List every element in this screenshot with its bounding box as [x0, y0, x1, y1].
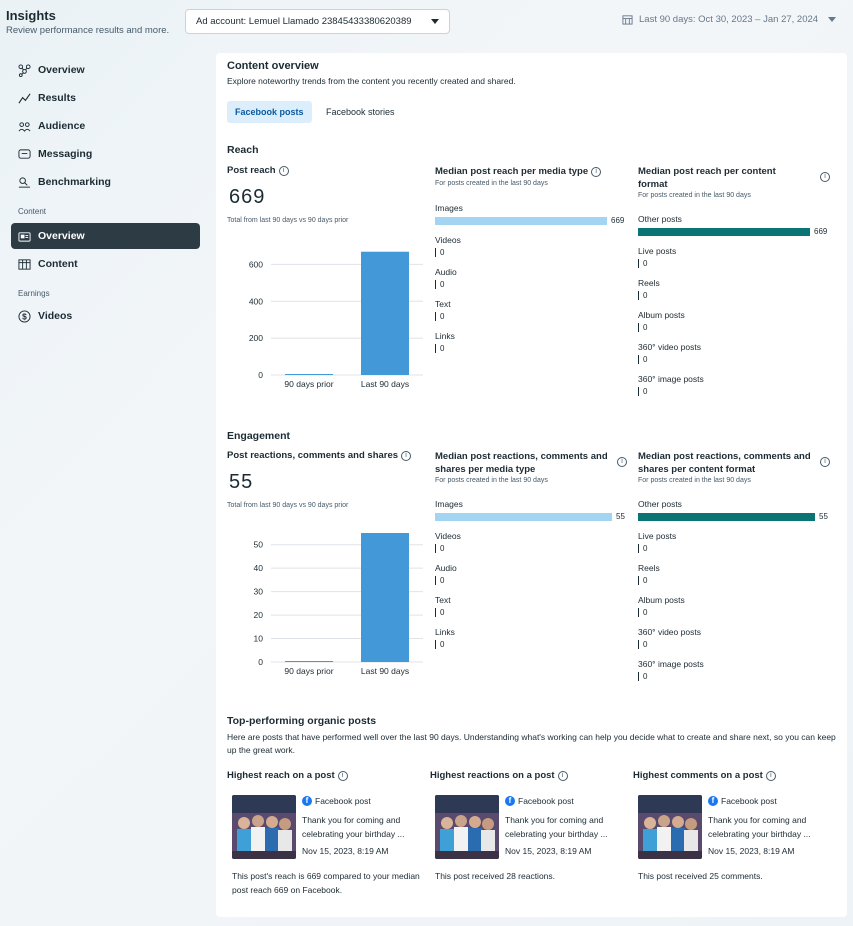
bar-zero-marker — [435, 248, 436, 257]
sidebar-item-label: Benchmarking — [38, 176, 111, 188]
y-tick-label: 600 — [248, 259, 263, 270]
post-date: Nov 15, 2023, 8:19 AM — [505, 846, 592, 856]
bar-fill[interactable] — [638, 513, 815, 521]
post-summary: This post received 28 reactions. — [435, 871, 556, 881]
date-range-label: Last 90 days: Oct 30, 2023 – Jan 27, 2024 — [639, 14, 819, 25]
bar-row-label: Links — [435, 627, 455, 637]
sidebar-item-videos[interactable] — [11, 303, 200, 329]
info-icon[interactable]: i — [401, 451, 411, 461]
tab-facebook-posts[interactable]: Facebook posts — [227, 101, 312, 123]
bar-row — [638, 246, 676, 268]
engagement-bar[interactable] — [285, 661, 333, 662]
bar-row — [435, 627, 455, 649]
date-range-picker[interactable] — [622, 14, 836, 25]
eng-media-title: Median post reactions, comments and shares per media type — [435, 451, 608, 475]
facebook-icon: f — [505, 796, 515, 806]
bar-zero-marker — [638, 640, 639, 649]
bar-value: 0 — [643, 672, 648, 681]
bar-row-label: Other posts — [638, 499, 682, 509]
facebook-icon: f — [708, 796, 718, 806]
engagement-section-title: Engagement — [227, 430, 291, 442]
post-card-heading-text: Highest comments on a post — [633, 770, 763, 781]
bar-zero-marker — [435, 280, 436, 289]
bar-row-label: Audio — [435, 563, 457, 573]
bar-value: 669 — [814, 227, 828, 236]
y-tick-label: 0 — [258, 370, 263, 380]
y-tick-label: 20 — [253, 610, 263, 621]
eng-format-subtitle: For posts created in the last 90 days — [638, 477, 751, 484]
post-date: Nov 15, 2023, 8:19 AM — [708, 846, 795, 856]
bar-row — [638, 342, 701, 364]
bar-zero-marker — [435, 640, 436, 649]
reach-media-title-text: Median post reach per media type — [435, 166, 589, 177]
bar-row-label: 360° video posts — [638, 342, 701, 352]
post-type — [505, 796, 574, 806]
bar-value: 0 — [643, 544, 648, 553]
sidebar-section-earnings: Earnings — [18, 289, 50, 298]
bar-row-label: 360° image posts — [638, 659, 704, 669]
page-subtitle: Review performance results and more. — [6, 25, 170, 36]
bar-row-label: Images — [435, 499, 463, 509]
tab-facebook-stories[interactable]: Facebook stories — [326, 107, 395, 117]
bar-row — [638, 499, 828, 521]
post-thumbnail[interactable] — [638, 795, 702, 859]
x-tick-label: 90 days prior — [284, 379, 334, 389]
bar-value: 0 — [440, 608, 445, 617]
post-reach-chart — [227, 238, 427, 398]
sidebar-item-label: Videos — [38, 310, 73, 322]
post-reach-label-text: Post reach — [227, 165, 276, 176]
dollar-icon — [17, 309, 31, 323]
x-tick-label: 90 days prior — [284, 666, 334, 676]
engagement-bar[interactable] — [361, 533, 409, 662]
app-header — [0, 0, 853, 44]
bar-row — [435, 299, 451, 321]
bar-row-label: Reels — [638, 278, 660, 288]
engagement-label — [227, 450, 411, 461]
info-icon[interactable]: i — [558, 771, 568, 781]
sidebar-item-benchmarking[interactable] — [11, 169, 200, 195]
post-card-heading — [633, 770, 776, 781]
sidebar-item-label: Messaging — [38, 148, 93, 160]
info-icon[interactable]: i — [617, 457, 627, 467]
bar-row-label: Reels — [638, 563, 660, 573]
bar-value: 0 — [440, 640, 445, 649]
sidebar-item-content[interactable] — [11, 251, 200, 277]
post-reach-value: 669 — [229, 186, 266, 208]
y-tick-label: 50 — [253, 539, 263, 550]
bar-value: 0 — [643, 640, 648, 649]
bar-fill[interactable] — [435, 513, 612, 521]
table-icon — [17, 257, 31, 271]
info-icon[interactable]: i — [820, 172, 830, 182]
audience-icon — [17, 119, 31, 133]
engagement-label-text: Post reactions, comments and shares — [227, 450, 399, 461]
content-overview-subtitle: Explore noteworthy trends from the content you recently created and shared. — [227, 76, 516, 86]
bar-row-label: Live posts — [638, 531, 677, 541]
y-tick-label: 40 — [253, 563, 263, 574]
post-reach-note: Total from last 90 days vs 90 days prior — [227, 217, 349, 224]
bar-row-label: Images — [435, 203, 463, 213]
bar-value: 0 — [643, 608, 648, 617]
post-thumbnail[interactable] — [232, 795, 296, 859]
post-card-heading — [430, 770, 568, 781]
bar-row-label: Other posts — [638, 214, 682, 224]
post-type-label: Facebook post — [315, 796, 371, 806]
info-icon[interactable]: i — [338, 771, 348, 781]
bar-row-label: Links — [435, 331, 455, 341]
bar-zero-marker — [638, 576, 639, 585]
bar-row — [638, 563, 660, 585]
sidebar-item-label: Overview — [38, 64, 85, 76]
sidebar-section-content: Content — [18, 207, 47, 216]
y-tick-label: 0 — [258, 657, 263, 667]
post-thumbnail[interactable] — [435, 795, 499, 859]
bar-row — [435, 235, 461, 257]
bar-row-label: Live posts — [638, 246, 677, 256]
sidebar-item-audience[interactable] — [11, 113, 200, 139]
post-card-heading — [227, 770, 348, 781]
reach-section-title: Reach — [227, 144, 259, 156]
ad-account-label: Ad account: Lemuel Llamado 23845433380620389 — [196, 16, 412, 27]
bar-row-label: Videos — [435, 531, 461, 541]
chevron-down-icon — [431, 19, 439, 24]
post-card-heading-text: Highest reach on a post — [227, 770, 335, 781]
post-type-label: Facebook post — [721, 796, 777, 806]
bar-row — [638, 531, 676, 553]
bar-row — [638, 627, 701, 649]
eng-media-subtitle: For posts created in the last 90 days — [435, 477, 548, 484]
bar-value: 0 — [440, 344, 445, 353]
bar-row — [435, 499, 625, 521]
engagement-value: 55 — [229, 471, 254, 493]
info-icon[interactable]: i — [820, 457, 830, 467]
overview-icon — [17, 63, 31, 77]
info-icon[interactable]: i — [279, 166, 289, 176]
bar-row — [638, 374, 704, 396]
bar-row-label: Text — [435, 595, 451, 605]
bar-value: 0 — [440, 576, 445, 585]
bar-row — [435, 203, 624, 225]
bar-row — [638, 659, 704, 681]
bar-zero-marker — [638, 323, 639, 332]
results-icon — [17, 91, 31, 105]
page-title: Insights — [6, 8, 56, 23]
post-type — [302, 796, 371, 806]
bar-zero-marker — [638, 544, 639, 553]
bar-row — [638, 595, 685, 617]
engagement-chart — [227, 525, 427, 685]
bar-fill[interactable] — [638, 228, 810, 236]
bar-row-label: Audio — [435, 267, 457, 277]
bar-value: 0 — [643, 355, 648, 364]
bar-zero-marker — [435, 544, 436, 553]
benchmarking-icon — [17, 175, 31, 189]
bar-row — [435, 531, 461, 553]
bar-value: 0 — [643, 291, 648, 300]
x-tick-label: Last 90 days — [360, 379, 410, 389]
info-icon[interactable]: i — [591, 167, 601, 177]
reach-format-subtitle: For posts created in the last 90 days — [638, 192, 751, 199]
bar-value: 0 — [440, 312, 445, 321]
reach-bar[interactable] — [285, 374, 333, 375]
reach-format-title: Median post reach per content format — [638, 166, 776, 190]
post-card-heading-text: Highest reactions on a post — [430, 770, 555, 781]
bar-value: 0 — [440, 280, 445, 289]
reach-bar[interactable] — [361, 252, 409, 375]
bar-value: 55 — [616, 512, 625, 521]
bar-value: 0 — [440, 248, 445, 257]
chevron-down-icon — [828, 17, 836, 22]
bar-value: 669 — [611, 216, 625, 225]
y-tick-label: 10 — [253, 633, 263, 644]
bar-zero-marker — [638, 608, 639, 617]
bar-zero-marker — [435, 344, 436, 353]
post-summary: This post's reach is 669 compared to your median post reach 669 on Facebook. — [232, 871, 420, 895]
post-text[interactable]: Thank you for coming and celebrating your birthday ... — [505, 815, 608, 839]
bar-zero-marker — [638, 387, 639, 396]
bar-zero-marker — [638, 672, 639, 681]
y-tick-label: 30 — [253, 586, 263, 597]
bar-zero-marker — [638, 355, 639, 364]
bar-fill[interactable] — [435, 217, 607, 225]
content-overview-panel — [216, 53, 847, 917]
bar-zero-marker — [435, 608, 436, 617]
sidebar-item-overview[interactable] — [11, 57, 200, 83]
bar-row — [638, 214, 827, 236]
facebook-icon: f — [302, 796, 312, 806]
content-overview-icon — [17, 229, 31, 243]
bar-row-label: Text — [435, 299, 451, 309]
bar-row-label: 360° image posts — [638, 374, 704, 384]
eng-format-title: Median post reactions, comments and shares per content format — [638, 451, 811, 475]
bar-zero-marker — [638, 291, 639, 300]
bar-row-label: 360° video posts — [638, 627, 701, 637]
bar-value: 0 — [643, 387, 648, 396]
bar-zero-marker — [638, 259, 639, 268]
post-type-label: Facebook post — [518, 796, 574, 806]
sidebar-item-label: Overview — [38, 230, 85, 242]
sidebar-item-label: Content — [38, 258, 78, 270]
top-posts-title: Top-performing organic posts — [227, 715, 377, 727]
ad-account-dropdown[interactable] — [185, 9, 450, 34]
top-posts-description: Here are posts that have performed well over the last 90 days. Understanding what's working can help you decide what to create and share next, so you can keep up the great work. — [227, 732, 836, 755]
calendar-icon — [622, 14, 633, 25]
sidebar-item-content-overview[interactable] — [11, 223, 200, 249]
y-tick-label: 200 — [248, 333, 263, 344]
post-text[interactable]: Thank you for coming and celebrating your birthday ... — [708, 815, 811, 839]
bar-row — [435, 595, 451, 617]
bar-value: 0 — [643, 323, 648, 332]
sidebar-item-messaging[interactable] — [11, 141, 200, 167]
bar-row-label: Videos — [435, 235, 461, 245]
bar-value: 0 — [643, 576, 648, 585]
post-summary: This post received 25 comments. — [638, 871, 763, 881]
bar-zero-marker — [435, 312, 436, 321]
reach-media-subtitle: For posts created in the last 90 days — [435, 180, 548, 187]
bar-zero-marker — [435, 576, 436, 585]
bar-value: 55 — [819, 512, 828, 521]
bar-row — [435, 331, 455, 353]
content-overview-title: Content overview — [227, 60, 319, 72]
bar-row — [638, 278, 660, 300]
bar-value: 0 — [440, 544, 445, 553]
post-type — [708, 796, 777, 806]
info-icon[interactable]: i — [766, 771, 776, 781]
bar-row-label: Album posts — [638, 595, 685, 605]
engagement-note: Total from last 90 days vs 90 days prior — [227, 502, 349, 509]
sidebar-item-label: Audience — [38, 120, 86, 132]
messaging-icon — [17, 147, 31, 161]
post-date: Nov 15, 2023, 8:19 AM — [302, 846, 389, 856]
reach-media-title — [435, 165, 625, 178]
svg-text:$: $ — [21, 310, 27, 321]
y-tick-label: 400 — [248, 296, 263, 307]
bar-row — [638, 310, 685, 332]
bar-value: 0 — [643, 259, 648, 268]
sidebar-item-label: Results — [38, 92, 76, 104]
x-tick-label: Last 90 days — [360, 666, 410, 676]
sidebar-item-results[interactable] — [11, 85, 200, 111]
bar-row-label: Album posts — [638, 310, 685, 320]
post-reach-label — [227, 165, 289, 176]
bar-row — [435, 267, 457, 289]
bar-row — [435, 563, 457, 585]
post-text[interactable]: Thank you for coming and celebrating your birthday ... — [302, 815, 405, 839]
